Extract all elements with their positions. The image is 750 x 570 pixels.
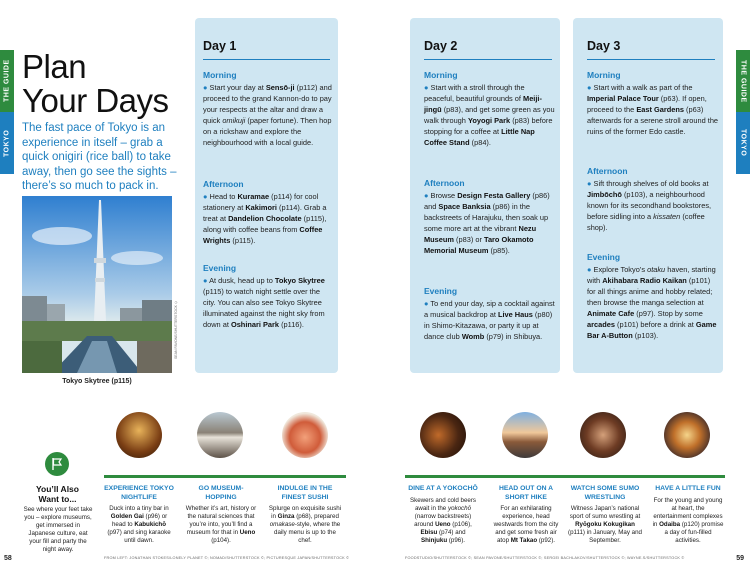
day-1-title: Day 1 (203, 39, 237, 53)
day-1-afternoon-label: Afternoon (203, 179, 244, 189)
timeline-left (104, 475, 346, 478)
day-3-evening-text: ● Explore Tokyo’s otaku haven, starting with Akihabara Radio Kaikan (p101) for all things anime and hobby related; then browse the manga selection at Animate Cafe (p97). Stop by some arcades (p101) before a drink at Game Bar A-Button (p103). (587, 265, 717, 340)
hike-photo (502, 412, 548, 458)
day-2-morning-label: Morning (424, 70, 458, 80)
activity-museum (185, 485, 257, 545)
day-3-afternoon-label: Afternoon (587, 166, 628, 176)
day-2-box (410, 18, 560, 373)
the-guide-tab-right: THE GUIDE (736, 50, 750, 112)
day-3-afternoon-text: ● Sift through shelves of old books at Jimbōchō (p103), a neighbourhood known for its secondhand bookstores, before sidling into a kissaten (coffee shop). (587, 179, 712, 232)
day-2-afternoon-text: ● Browse Design Festa Gallery (p86) and Space Banksia (p86) in the backstreets of Harajuku, then soak up some more art at the vibrant Nezu Museum (p83) or Taro Okamoto Memorial Museum (p85). (424, 191, 550, 255)
day-1-divider (203, 59, 330, 60)
day-2-evening-label: Evening (424, 286, 458, 296)
day-3-morning-text: ● Start with a walk as part of the Imperial Palace Tour (p63). If open, proceed to the East Gardens (p63) afterwards for a serene stroll around the ruins of the former Edo castle. (587, 83, 719, 136)
page-number-right: 59 (736, 555, 744, 562)
nightlife-photo (116, 412, 162, 458)
day-1-morning-text: ● Start your day at Sensō-ji (p112) and proceed to the grand Kannon-do to pay your respects at the altar and draw a quick omikuji (paper fortune). Then hop on a rickshaw and explore the neighbourhood with a local guide. (203, 83, 332, 147)
activity-hike (490, 485, 562, 545)
day-3-morning-label: Morning (587, 70, 621, 80)
activity-nightlife-heading: EXPERIENCE TOKYO NIGHTLIFE (104, 485, 174, 501)
tokyo-tab-left: TOKYO (0, 112, 14, 174)
activity-nightlife (104, 485, 174, 545)
the-guide-tab-left: THE GUIDE (0, 50, 14, 112)
photo-credit: SEAN PAVONE/SHUTTERSTOCK © (174, 300, 178, 360)
activity-nightlife-text: Duck into a tiny bar in Golden Gai (p96) or head to Kabukichō (p97) and sing karaoke until dawn. (107, 505, 171, 544)
day-1-evening-label: Evening (203, 263, 237, 273)
sumo-photo (580, 412, 626, 458)
title-line-2: Your Days (22, 82, 169, 119)
timeline-right (405, 475, 725, 478)
activity-sushi (268, 485, 342, 545)
photo-credits-left: FROM LEFT: JONATHAN STOKES/LONELY PLANET ©; NOMAD/SHUTTERSTOCK ©; PICTURESQUE JAPAN/SHUTTERSTOCK © (104, 556, 349, 560)
intro-text: The fast pace of Tokyo is an experience in itself – grab a quick onigiri (rice ball) to take away, then go see the sights – there’s so much to pack in. (22, 122, 177, 192)
activity-sushi-heading: INDULGE IN THE FINEST SUSHI (277, 485, 333, 501)
also-heading-line-1: You’ll Also (36, 484, 79, 494)
activity-yokocho (407, 485, 479, 545)
day-1-morning-label: Morning (203, 70, 237, 80)
day-3-evening-label: Evening (587, 252, 621, 262)
yokocho-photo (420, 412, 466, 458)
photo-caption: Tokyo Skytree (p115) (62, 378, 132, 385)
skytree-photo (22, 196, 172, 373)
activity-fun-heading: HAVE A LITTLE FUN (655, 485, 721, 492)
day-2-divider (424, 59, 552, 60)
activity-hike-heading: HEAD OUT ON A SHORT HIKE (498, 485, 554, 501)
day-2-title: Day 2 (424, 39, 458, 53)
activity-sumo-heading: WATCH SOME SUMO WRESTLING (570, 485, 640, 501)
activity-sushi-text: Splurge on exquisite sushi in Ginza (p68), prepared omakase-style, where the daily menu is up to the chef. (268, 505, 342, 544)
day-3-box (573, 18, 723, 373)
activity-sumo (568, 485, 642, 545)
page-number-left: 58 (4, 555, 12, 562)
activity-yokocho-text: Skewers and cold beers await in the yokochō (narrow backstreets) around Ueno (p106), Ebisu (p74) and Shinjuku (p96). (409, 496, 477, 544)
day-3-title: Day 3 (587, 39, 621, 53)
flag-icon (45, 452, 69, 476)
skytree-illustration (22, 196, 172, 373)
fun-photo (664, 412, 710, 458)
photo-credits-right: FOODSTUDIO/SHUTTERSTOCK ©; SEAN PAVONE/SHUTTERSTOCK ©; SERGEI BACHLAKOV/SHUTTERSTOCK ©; WAYNE.S/SHUTTERSTOCK © (405, 556, 685, 560)
also-heading (20, 484, 95, 504)
day-2-morning-text: ● Start with a stroll through the peaceful, beautiful grounds of Meiji-jingū (p83), and get some green as you walk through Yoyogi Park (p83) before stopping for a coffee at Little Nap Coffee Stand (p84). (424, 83, 555, 147)
also-text: See where your feet take you – explore museums, get immersed in Japanese culture, eat your fill and party the night away. (23, 506, 93, 553)
day-2-evening-text: ● To end your day, sip a cocktail against a musical backdrop at Live Haus (p80) in Shimo-Kitazawa, or party it up at dance club Womb (p79) in Shibuya. (424, 299, 555, 341)
tokyo-tab-right: TOKYO (736, 112, 750, 174)
activity-yokocho-heading: DINE AT A YOKOCHŌ (408, 485, 478, 492)
sushi-photo (282, 412, 328, 458)
day-1-evening-text: ● At dusk, head up to Tokyo Skytree (p115) to watch night settle over the city. You can also see Tokyo Skytree illuminated against the night sky from down at Oshinari Park (p116). (203, 276, 325, 329)
day-1-afternoon-text: ● Head to Kuramae (p114) for cool stationery at Kakimori (p114). Grab a treat at Dandelion Chocolate (p115), along with coffee beans from Coffee Wrights (p115). (203, 192, 327, 245)
activity-fun-text: For the young and young at heart, the entertainment complexes in Odaiba (p120) promise a day of fun-filled activities. (652, 496, 724, 544)
day-1-box (195, 18, 338, 373)
activity-fun (652, 485, 724, 545)
activity-museum-text: Whether it’s art, history or the natural sciences that you’re into, you’ll find a museum for that in Ueno (p104). (185, 505, 257, 544)
museum-photo (197, 412, 243, 458)
title-line-1: Plan (22, 48, 87, 85)
activity-hike-text: For an exhilarating experience, head westwards from the city and get some fresh air atop Mt Takao (p92). (493, 505, 559, 544)
day-3-divider (587, 59, 715, 60)
also-heading-line-2: Want to... (38, 494, 77, 504)
page-title (22, 50, 169, 118)
day-2-afternoon-label: Afternoon (424, 178, 465, 188)
activity-sumo-text: Witness Japan’s national sport of sumo wrestling at Ryōgoku Kokugikan (p111) in January, May and September. (568, 505, 642, 544)
activity-museum-heading: GO MUSEUM-HOPPING (198, 485, 244, 501)
